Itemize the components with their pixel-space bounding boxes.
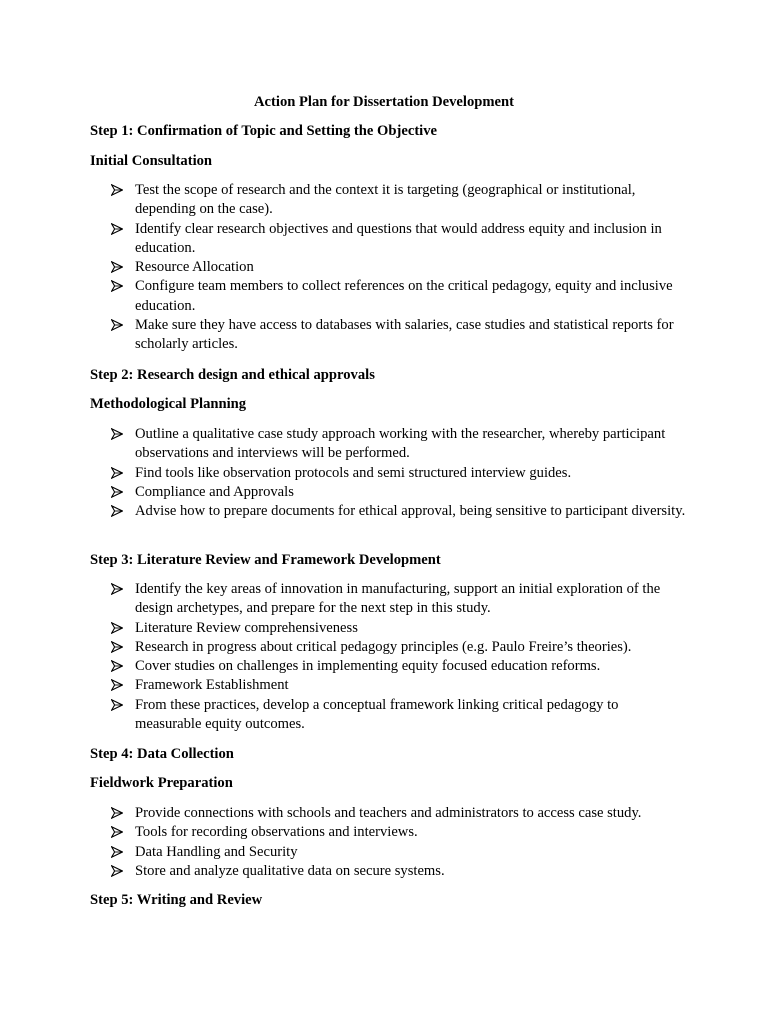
arrow-bullet-icon bbox=[111, 280, 123, 292]
arrow-bullet-icon bbox=[111, 865, 123, 877]
list-item bbox=[0, 638, 768, 657]
list-item-text: From these practices, develop a conceptual framework linking critical pedagogy to measurable equity outcomes. bbox=[135, 696, 619, 733]
arrow-bullet-icon bbox=[111, 223, 123, 235]
arrow-bullet-icon bbox=[111, 826, 123, 838]
step-2-list bbox=[0, 425, 768, 521]
step-1-heading: Step 1: Confirmation of Topic and Setting the Objective bbox=[90, 123, 438, 139]
list-item-text: Data Handling and Security bbox=[135, 843, 298, 860]
list-item-text: Advise how to prepare documents for ethical approval, being sensitive to participant diversity. bbox=[135, 503, 686, 520]
list-item bbox=[0, 804, 768, 823]
list-item-text: Provide connections with schools and teachers and administrators to access case study. bbox=[135, 805, 642, 821]
arrow-bullet-icon bbox=[111, 486, 123, 498]
arrow-bullet-icon bbox=[111, 846, 123, 858]
arrow-bullet-icon bbox=[111, 467, 123, 479]
list-item bbox=[0, 464, 768, 483]
step-3-heading: Step 3: Literature Review and Framework Development bbox=[90, 552, 441, 568]
list-item-text: Make sure they have access to databases with salaries, case studies and statistical reports for scholarly articles. bbox=[135, 317, 674, 353]
list-item bbox=[0, 580, 768, 619]
list-item-text: Outline a qualitative case study approach working with the researcher, whereby participant observations and interviews will be performed. bbox=[135, 426, 666, 462]
list-item-text: Test the scope of research and the context it is targeting (geographical or institutional, depending on the case). bbox=[135, 182, 636, 218]
arrow-bullet-icon bbox=[111, 261, 123, 273]
list-item-text: Find tools like observation protocols and semi structured interview guides. bbox=[135, 464, 572, 481]
arrow-bullet-icon bbox=[111, 505, 123, 517]
list-item bbox=[0, 316, 768, 355]
list-item bbox=[0, 483, 768, 502]
list-item bbox=[0, 862, 768, 881]
step-1-subheading: Initial Consultation bbox=[90, 153, 213, 169]
list-item bbox=[0, 676, 768, 695]
list-item-text: Research in progress about critical pedagogy principles (e.g. Paulo Freire’s theories). bbox=[135, 638, 632, 655]
list-item bbox=[0, 258, 768, 277]
arrow-bullet-icon bbox=[111, 679, 123, 691]
list-item-text: Compliance and Approvals bbox=[135, 483, 294, 500]
list-item bbox=[0, 502, 768, 521]
list-item-text: Tools for recording observations and interviews. bbox=[135, 824, 418, 841]
arrow-bullet-icon bbox=[111, 622, 123, 634]
list-item-text: Identify the key areas of innovation in manufacturing, support an initial exploration of the design archetypes, and prepare for the next step in this study. bbox=[135, 581, 661, 617]
arrow-bullet-icon bbox=[111, 660, 123, 672]
list-item bbox=[0, 657, 768, 676]
arrow-bullet-icon bbox=[111, 807, 123, 819]
document-title: Action Plan for Dissertation Development bbox=[254, 94, 514, 110]
step-4-heading: Step 4: Data Collection bbox=[90, 746, 234, 762]
list-item bbox=[0, 277, 768, 316]
list-item-text: Store and analyze qualitative data on secure systems. bbox=[135, 862, 445, 879]
list-item-text: Configure team members to collect references on the critical pedagogy, equity and inclusive education. bbox=[135, 278, 673, 314]
list-item bbox=[0, 181, 768, 220]
list-item-text: Literature Review comprehensiveness bbox=[135, 619, 358, 636]
arrow-bullet-icon bbox=[111, 428, 123, 440]
list-item-text: Cover studies on challenges in implementing equity focused education reforms. bbox=[135, 658, 601, 675]
step-1-list bbox=[0, 181, 768, 355]
list-item bbox=[0, 696, 768, 735]
list-item-text: Framework Establishment bbox=[135, 677, 289, 694]
arrow-bullet-icon bbox=[111, 184, 123, 196]
list-item bbox=[0, 425, 768, 464]
step-4-subheading: Fieldwork Preparation bbox=[90, 775, 233, 791]
list-item-text: Identify clear research objectives and questions that would address equity and inclusion in education. bbox=[135, 220, 662, 256]
step-4-list bbox=[0, 804, 768, 881]
arrow-bullet-icon bbox=[111, 641, 123, 653]
step-3-list bbox=[0, 580, 768, 734]
step-5-heading: Step 5: Writing and Review bbox=[90, 892, 263, 908]
list-item-text: Resource Allocation bbox=[135, 259, 254, 276]
list-item bbox=[0, 823, 768, 842]
arrow-bullet-icon bbox=[111, 583, 123, 595]
list-item bbox=[0, 843, 768, 862]
arrow-bullet-icon bbox=[111, 699, 123, 711]
step-2-heading: Step 2: Research design and ethical approvals bbox=[90, 367, 375, 383]
step-2-subheading: Methodological Planning bbox=[90, 396, 247, 412]
list-item bbox=[0, 220, 768, 259]
list-item bbox=[0, 619, 768, 638]
arrow-bullet-icon bbox=[111, 319, 123, 331]
